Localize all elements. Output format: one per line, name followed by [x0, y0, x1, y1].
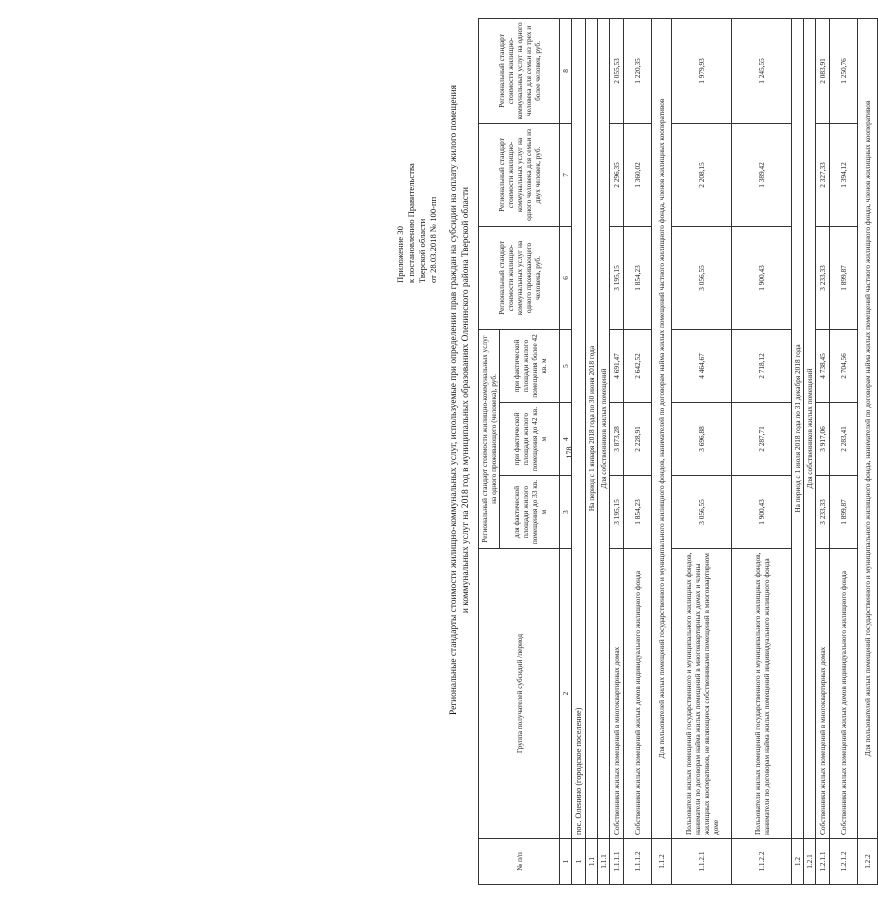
group-label: Для собственников жилых помещений: [598, 18, 610, 838]
value-cell: 1 854,23: [624, 226, 652, 329]
value-cell: 2 283,41: [830, 403, 858, 476]
value-cell: 3 195,15: [610, 476, 624, 549]
row-number: 1.1.1: [598, 839, 610, 885]
document-title: [448, 35, 472, 765]
table-row: [792, 18, 804, 884]
group-label: Для пользователей жилых помещений государственного и муниципального жилищного фонда, нанимателей по договорам найма жилых помещений частного жилищного фонда, членов жилищных кооперативов: [858, 18, 878, 838]
value-cell: 3 195,15: [610, 226, 624, 329]
page-number: 178: [565, 446, 574, 459]
value-cell: 1 899,87: [830, 476, 858, 549]
value-cell: 2 228,91: [624, 403, 652, 476]
header-area-33: для фактической площади жилого помещения до 33 кв. м: [500, 476, 560, 549]
header-single-person: Региональный стандарт стоимости жилищно-коммунальных услуг на одного проживающего человека, руб.: [479, 226, 560, 329]
header-standard-group: Региональный стандарт стоимости жилищно-коммунальных услуг на одного проживающего (человека), руб.: [479, 329, 500, 548]
row-number: 1.1.2.2: [732, 839, 792, 885]
value-cell: 1 220,35: [624, 18, 652, 123]
value-cell: 2 055,53: [610, 18, 624, 123]
row-number: 1.2.1: [804, 839, 816, 885]
period-label: На период с 1 января 2018 года по 30 июня 2018 года: [586, 18, 598, 838]
column-number: 6: [560, 226, 572, 329]
value-cell: 1 899,87: [830, 226, 858, 329]
value-cell: 3 233,33: [816, 476, 830, 549]
row-label: Пользователи жилых помещений государственного и муниципального жилищных фондов, наниматели по договорам найма жилых помещений индивидуального жилищного фонда: [732, 549, 792, 839]
value-cell: 1 360,02: [624, 123, 652, 226]
table-row: [624, 18, 652, 884]
row-number: 1.1.1.2: [624, 839, 652, 885]
header-num: № п/п: [479, 839, 560, 885]
row-label: Собственники жилых помещений в многоквартирных домах: [816, 549, 830, 839]
value-cell: 2 642,52: [624, 329, 652, 402]
value-cell: 2 287,71: [732, 403, 792, 476]
appendix-line: Тверской области: [417, 218, 427, 283]
value-cell: 3 917,06: [816, 403, 830, 476]
header-family-of-three: Региональный стандарт стоимости жилищно-коммунальных услуг на одного человека для семьи из трех и более человек, руб.: [479, 18, 560, 123]
value-cell: 4 691,47: [610, 329, 624, 402]
period-label: На период с 1 июля 2018 года по 31 декабря 2018 года: [792, 18, 804, 838]
row-number: 1.2.1.1: [816, 839, 830, 885]
table-row: [858, 18, 878, 884]
value-cell: 3 696,88: [672, 403, 732, 476]
title-line: Региональные стандарты стоимости жилищно-коммунальных услуг, используемые при определении прав граждан на субсидии на оплату жилого помещения: [449, 85, 459, 715]
column-number: 5: [560, 329, 572, 402]
table-row: [652, 18, 672, 884]
value-cell: 2 208,15: [672, 123, 732, 226]
row-number: 1.2.2: [858, 839, 878, 885]
header-area-over-42: при фактической площади жилого помещения более 42 кв. м: [500, 329, 560, 402]
table-row: [672, 18, 732, 884]
header-group: Группа получателей субсидий /период: [479, 549, 560, 839]
appendix-block: [395, 163, 439, 283]
appendix-line: к постановлению Правительства: [406, 163, 416, 283]
value-cell: 2 327,33: [816, 123, 830, 226]
value-cell: 1 854,23: [624, 476, 652, 549]
row-number: 1: [572, 839, 586, 885]
table-row: [598, 18, 610, 884]
row-label: Пользователи жилых помещений государственного и муниципального жилищных фондов, наниматели по договорам найма жилых помещений в многоквартирных домах и члены жилищных кооперативов, не являющиеся собственниками помещений в многоквартирном доме: [672, 549, 732, 839]
value-cell: 1 245,55: [732, 18, 792, 123]
value-cell: 3 056,55: [672, 476, 732, 549]
header-area-42: при фактической площади жилого помещения до 42 кв. м: [500, 403, 560, 476]
column-number: 8: [560, 18, 572, 123]
row-number: 1.1: [586, 839, 598, 885]
value-cell: 1 250,76: [830, 18, 858, 123]
row-number: 1.1.1.1: [610, 839, 624, 885]
value-cell: 3 056,55: [672, 226, 732, 329]
value-cell: 3 873,28: [610, 403, 624, 476]
column-number: 4: [560, 403, 572, 476]
table-body: [572, 18, 878, 884]
appendix-line: от 28.03.2018 № 100-пп: [428, 196, 438, 283]
table-row: [610, 18, 624, 884]
value-cell: 2 296,35: [610, 123, 624, 226]
standards-table: [478, 18, 878, 885]
table-row: [572, 18, 586, 884]
column-number: 2: [560, 549, 572, 839]
value-cell: 3 233,33: [816, 226, 830, 329]
row-label: Собственники жилых помещений жилых домов индивидуального жилищного фонда: [624, 549, 652, 839]
value-cell: 4 738,45: [816, 329, 830, 402]
value-cell: 4 464,67: [672, 329, 732, 402]
group-label: Для собственников жилых помещений: [804, 18, 816, 838]
table-row: [830, 18, 858, 884]
value-cell: 1 389,42: [732, 123, 792, 226]
section-label: пос. Оленино (городское поселение): [572, 18, 586, 838]
title-line: и коммунальных услуг на 2018 год в муниципальных образованиях Оленинского района Тверской области: [461, 186, 471, 614]
row-number: 1.2.1.2: [830, 839, 858, 885]
group-label: Для пользователей жилых помещений государственного и муниципального жилищного фондов, нанимателей по договорам найма жилых помещений частного жилищного фонда, членов жилищных кооперативов: [652, 18, 672, 838]
column-number: 1: [560, 839, 572, 885]
value-cell: 2 718,12: [732, 329, 792, 402]
value-cell: 1 979,93: [672, 18, 732, 123]
value-cell: 1 394,12: [830, 123, 858, 226]
table-row: [586, 18, 598, 884]
table-row: [732, 18, 792, 884]
header-family-of-two: Региональный стандарт стоимости жилищно-коммунальных услуг на одного человека для семьи из двух человек, руб.: [479, 123, 560, 226]
value-cell: 2 704,56: [830, 329, 858, 402]
value-cell: 1 900,43: [732, 226, 792, 329]
appendix-line: Приложение 30: [395, 226, 405, 283]
row-number: 1.2: [792, 839, 804, 885]
table-row: [804, 18, 816, 884]
column-number: 3: [560, 476, 572, 549]
table-row: [816, 18, 830, 884]
value-cell: 2 083,91: [816, 18, 830, 123]
row-number: 1.1.2.1: [672, 839, 732, 885]
row-label: Собственники жилых помещений жилых домов индивидуального жилищного фонда: [830, 549, 858, 839]
row-number: 1.1.2: [652, 839, 672, 885]
row-label: Собственники жилых помещений в многоквартирных домах: [610, 549, 624, 839]
column-number: 7: [560, 123, 572, 226]
value-cell: 1 900,43: [732, 476, 792, 549]
